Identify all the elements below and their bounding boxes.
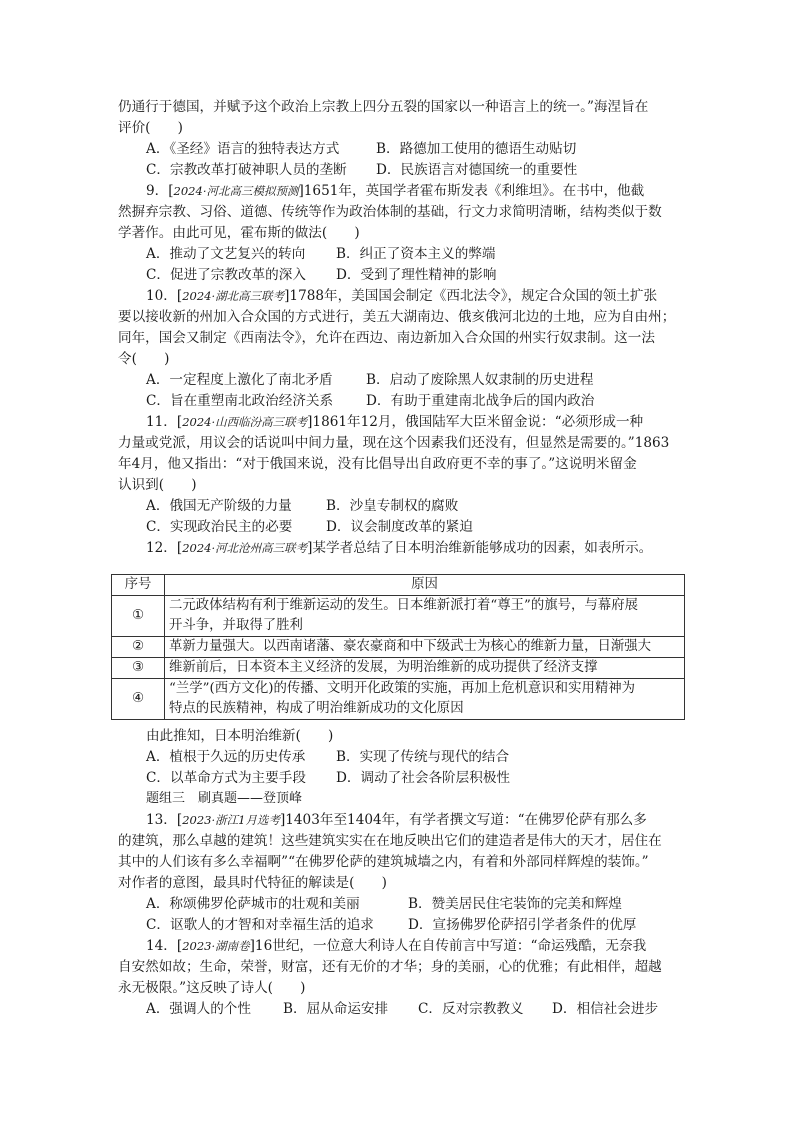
q10-stem-line2: 要以接收新的州加入合众国的方式进行，美五大湖南边、俄亥俄河北边的土地，应为自由州； — [118, 309, 676, 325]
q11-source: 2024·山西临汾高三联考 — [182, 415, 308, 429]
q9-stem-line2: 然摒弃宗教、习俗、道德、传统等作为政治体制的基础，行文力求简明清晰，结构类似于数 — [118, 204, 662, 220]
q13-stem-line4: 对作者的意图，最具时代特征的解读是( ) — [118, 875, 387, 891]
q10-option-d: D．有助于重建南北战争后的国内政治 — [366, 393, 595, 409]
q9-number: 9．[ — [146, 183, 174, 199]
table-header-reason: 原因 — [165, 575, 685, 596]
reasons-table — [111, 574, 685, 720]
q14-stem-line3: 永无极限。”这反映了诗人( ) — [118, 980, 306, 996]
q13-source: 2023·浙江1月选考 — [182, 813, 280, 827]
table-cell-no: ① — [112, 596, 165, 637]
q11-option-c: C．实现政治民主的必要 — [146, 519, 293, 535]
table-row — [112, 658, 685, 679]
q10-source: 2024·湖北高三联考 — [182, 289, 285, 303]
q12-option-c: C．以革命方式为主要手段 — [146, 770, 306, 786]
q10-option-b: B．启动了废除黑人奴隶制的历史进程 — [366, 372, 594, 388]
reason-line: 二元政体结构有利于维新运动的发生。日本维新派打着“尊王”的旗号，与幕府展 — [169, 598, 638, 613]
q8-stem-line2: 评价( ) — [118, 120, 183, 136]
q11-stem-line4: 认识到( ) — [118, 477, 197, 493]
q12-text: ]某学者总结了日本明治维新能够成功的因素，如表所示。 — [307, 540, 653, 556]
q12-option-d: D．调动了社会各阶层积极性 — [336, 770, 511, 786]
q9-option-b: B．纠正了资本主义的弊端 — [336, 246, 496, 262]
q13-text: ]1403年至1404年，有学者撰文写道：“在佛罗伦萨有那么多 — [279, 812, 647, 828]
q14-text: ]16世纪，一位意大利诗人在自传前言中写道：“命运残酷，无奈我 — [249, 938, 647, 954]
q9-stem-line1 — [146, 181, 644, 201]
q14-stem-line2: 自安然如故；生命，荣誉，财富，还有无价的才华；身的美丽，心的优雅；有此相伴，超越 — [118, 959, 662, 975]
q13-number: 13．[ — [146, 812, 183, 828]
q8-stem-line1: 仍通行于德国，并赋予这个政治上宗教上四分五裂的国家以一种语言上的统一。”海涅旨在 — [118, 99, 649, 115]
table-cell-reason — [165, 596, 685, 637]
q13-option-a: A．称颂佛罗伦萨城市的壮观和美丽 — [146, 896, 360, 912]
q13-stem-line2: 的建筑，那么卓越的建筑！这些建筑实实在在地反映出它们的建造者是伟大的天才，居住在 — [118, 833, 662, 849]
q13-stem-line3: 其中的人们该有多么幸福啊”“在佛罗伦萨的建筑城墙之内，有着和外部同样辉煌的装饰。” — [118, 854, 649, 870]
table-row — [112, 637, 685, 658]
table-cell-no: ② — [112, 637, 165, 658]
table-cell-reason — [165, 637, 685, 658]
table-row — [112, 679, 685, 720]
q9-stem-line3: 学著作。由此可见，霍布斯的做法( ) — [118, 225, 360, 241]
table-header-row — [112, 575, 685, 596]
q13-option-d: D．宣扬佛罗伦萨招引学者条件的优厚 — [408, 917, 637, 933]
q11-stem-line3: 年4月，他又指出：“对于俄国来说，没有比倡导出自政府更不幸的事了。”这说明米留金 — [118, 456, 637, 472]
q8-option-a: A．《圣经》语言的独特表达方式 — [146, 141, 340, 157]
table-cell-reason — [165, 679, 685, 720]
q9-option-c: C．促进了宗教改革的深入 — [146, 267, 306, 283]
q9-option-a: A．推动了文艺复兴的转向 — [146, 246, 306, 262]
q11-stem-line2: 力量或党派，用议会的话说叫中间力量，现在这个因素我们还没有，但显然是需要的。”1863 — [118, 435, 670, 451]
reason-line: “兰学”(西方文化)的传播、文明开化政策的实施，再加上危机意识和实用精神为 — [169, 681, 636, 696]
q10-stem-line4: 令( ) — [118, 351, 170, 367]
q11-text: ]1861年12月，俄国陆军大臣米留金说：“必须形成一种 — [307, 414, 644, 430]
q8-option-b: B．路德加工使用的德语生动贴切 — [376, 141, 577, 157]
q10-option-c: C．旨在重塑南北政治经济关系 — [146, 393, 334, 409]
q12-option-b: B．实现了传统与现代的结合 — [336, 749, 510, 765]
q13-option-b: B．赞美居民住宅装饰的完美和辉煌 — [408, 896, 622, 912]
reason-line: 开斗争，并取得了胜利 — [169, 618, 303, 633]
table-header-no: 序号 — [112, 575, 165, 596]
q13-option-c: C．讴歌人的才智和对幸福生活的追求 — [146, 917, 374, 933]
q9-option-d: D．受到了理性精神的影响 — [336, 267, 497, 283]
q14-option-d: D．相信社会进步 — [552, 1001, 659, 1017]
q11-number: 11．[ — [146, 414, 183, 430]
q11-option-b: B．沙皇专制权的腐败 — [326, 498, 459, 514]
q10-number: 10．[ — [146, 288, 183, 304]
reason-line: 特点的民族精神，构成了明治维新成功的文化原因 — [169, 701, 464, 716]
q11-option-a: A．俄国无产阶级的力量 — [146, 498, 292, 514]
q14-option-c: C．反对宗教教义 — [418, 1001, 524, 1017]
q14-option-a: A．强调人的个性 — [146, 1001, 251, 1017]
q10-text: ]1788年，美国国会制定《西北法令》，规定合众国的领土扩张 — [284, 288, 658, 304]
q14-stem-line1 — [146, 936, 646, 956]
q8-option-c: C．宗教改革打破神职人员的垄断 — [146, 162, 347, 178]
q14-number: 14．[ — [146, 938, 183, 954]
section-heading: 题组三 刷真题——登顶峰 — [146, 791, 303, 806]
q12-source: 2024·河北沧州高三联考 — [182, 541, 308, 555]
q12-stem-line1 — [146, 538, 652, 558]
q11-option-d: D．议会制度改革的紧迫 — [326, 519, 473, 535]
q9-source: 2024·河北高三模拟预测 — [173, 184, 299, 198]
q14-source: 2023·湖南卷 — [182, 939, 250, 953]
q12-option-a: A．植根于久远的历史传承 — [146, 749, 306, 765]
q8-option-d: D．民族语言对德国统一的重要性 — [376, 162, 578, 178]
reason-line: 革新力量强大。以西南诸藩、豪农豪商和中下级武士为核心的维新力量，日渐强大 — [169, 639, 652, 654]
q12-after-table: 由此推知，日本明治维新( ) — [146, 728, 334, 744]
q10-option-a: A．一定程度上激化了南北矛盾 — [146, 372, 333, 388]
table-row — [112, 596, 685, 637]
q10-stem-line3: 同年，国会又制定《西南法令》，允许在西边、南边新加入合众国的州实行奴隶制。这一法 — [118, 330, 655, 346]
table-cell-no: ③ — [112, 658, 165, 679]
table-cell-reason — [165, 658, 685, 679]
q9-text: ]1651年，英国学者霍布斯发表《利维坦》。在书中，他截 — [298, 183, 645, 199]
q11-stem-line1 — [146, 412, 643, 432]
table-cell-no: ④ — [112, 679, 165, 720]
q14-option-b: B．屈从命运安排 — [283, 1001, 389, 1017]
q10-stem-line1 — [146, 286, 657, 306]
reason-line: 维新前后，日本资本主义经济的发展，为明治维新的成功提供了经济支撑 — [169, 660, 598, 675]
q13-stem-line1 — [146, 810, 647, 830]
q12-number: 12．[ — [146, 540, 183, 556]
